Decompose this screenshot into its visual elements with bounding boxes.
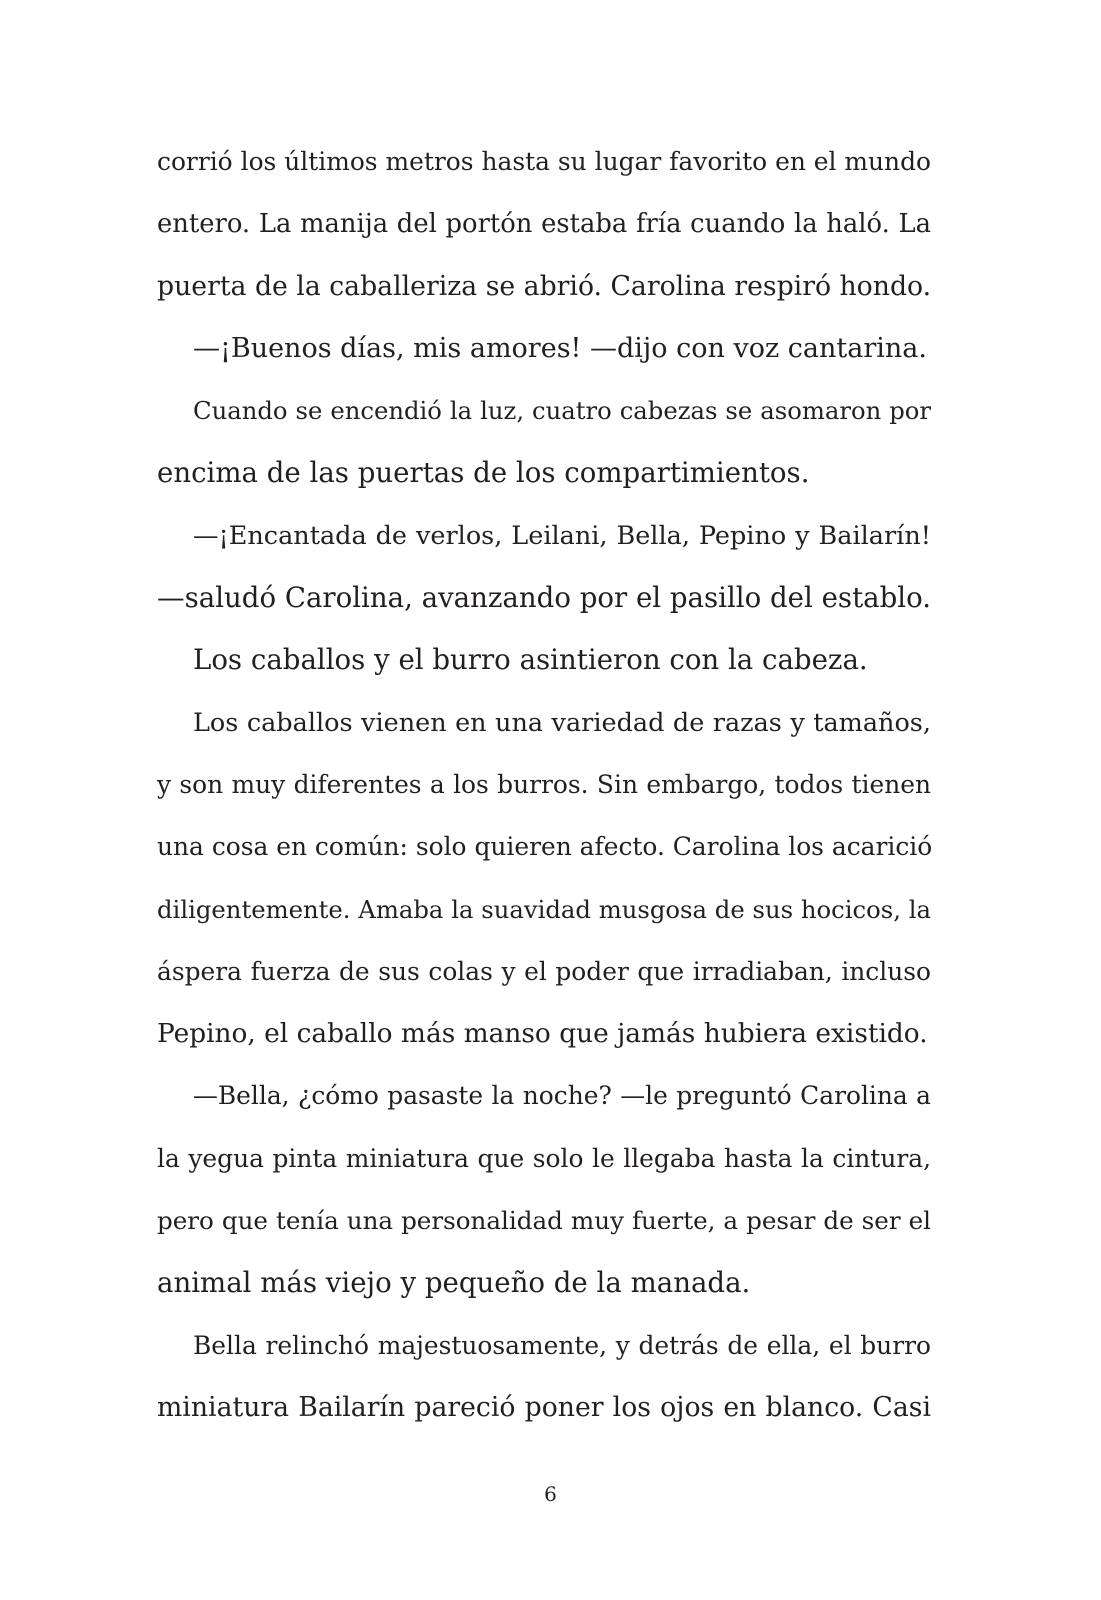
text-line: Los caballos y el burro asintieron con la cabeza. [193, 643, 868, 677]
text-line: —¡Buenos días, mis amores! —dijo con voz cantarina. [193, 332, 927, 364]
text-line: la yegua pinta miniatura que solo le llegaba hasta la cintura, [157, 1143, 931, 1173]
text-line: diligentemente. Amaba la suavidad musgosa de sus hocicos, la [157, 894, 931, 924]
text-line: Pepino, el caballo más manso que jamás hubiera existido. [157, 1018, 928, 1050]
text-line: y son muy diferentes a los burros. Sin embargo, todos tienen [157, 769, 931, 799]
page-number: 6 [544, 1482, 557, 1506]
text-line: miniatura Bailarín pareció poner los ojos en blanco. Casi [157, 1391, 931, 1423]
text-line: —saludó Carolina, avanzando por el pasillo del establo. [157, 581, 932, 615]
body-text [157, 131, 931, 1439]
text-line: corrió los últimos metros hasta su lugar favorito en el mundo [157, 147, 931, 176]
text-line: Bella relinchó majestuosamente, y detrás de ella, el burro [193, 1330, 931, 1360]
text-line: puerta de la caballeriza se abrió. Carolina respiró hondo. [157, 270, 932, 302]
text-line: —¡Encantada de verlos, Leilani, Bella, Pepino y Bailarín! [193, 520, 931, 551]
text-line: entero. La manija del portón estaba fría cuando la haló. La [157, 209, 931, 240]
text-line: animal más viejo y pequeño de la manada. [157, 1266, 751, 1300]
text-line: encima de las puertas de los compartimientos. [157, 456, 810, 490]
text-line: pero que tenía una personalidad muy fuerte, a pesar de ser el [157, 1206, 931, 1236]
text-line: Cuando se encendió la luz, cuatro cabezas se asomaron por [193, 396, 931, 426]
text-line: áspera fuerza de sus colas y el poder que irradiaban, incluso [157, 956, 931, 986]
text-line: —Bella, ¿cómo pasaste la noche? —le preguntó Carolina a [193, 1081, 931, 1111]
text-line: una cosa en común: solo quieren afecto. Carolina los acarició [157, 832, 933, 862]
text-line: Los caballos vienen en una variedad de razas y tamaños, [193, 707, 931, 738]
